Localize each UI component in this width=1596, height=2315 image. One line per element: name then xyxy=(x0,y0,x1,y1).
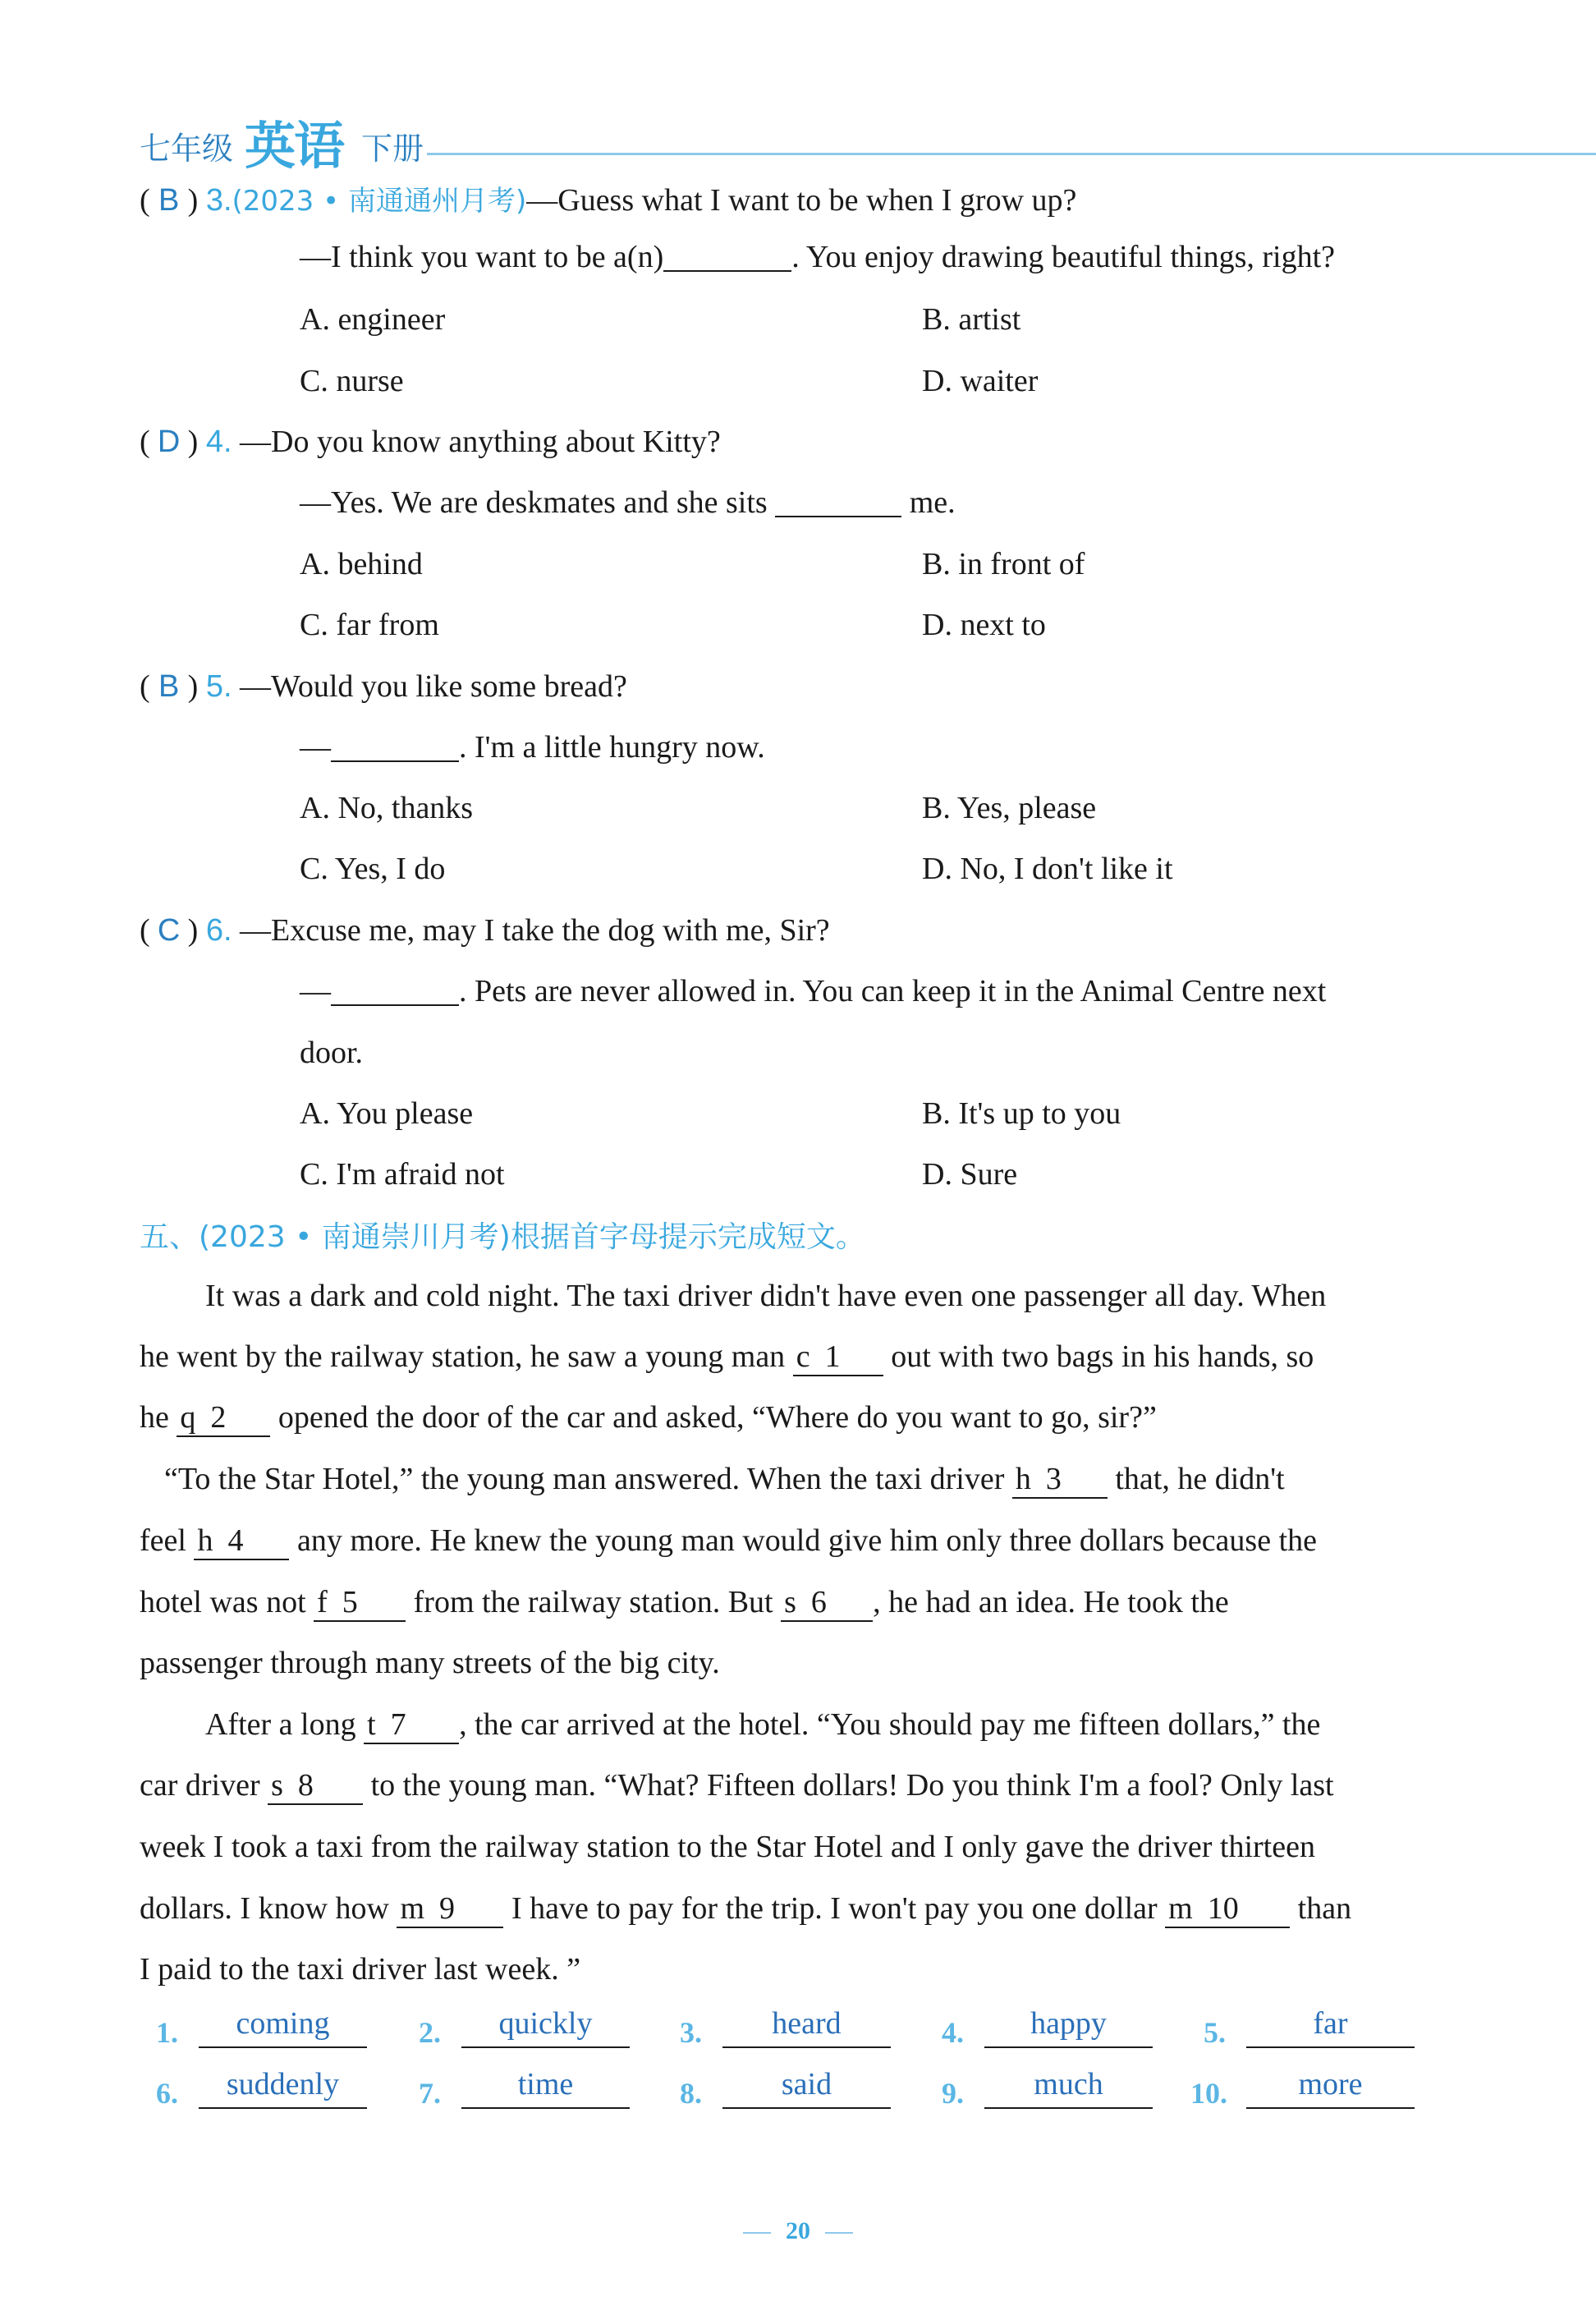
option-d: D. waiter xyxy=(922,364,1039,398)
blank-3: h 3 xyxy=(1012,1461,1108,1499)
passage-line: he went by the railway station, he saw a young man c 1 out with two bags in his hands, so xyxy=(140,1339,1494,1376)
blank-7: t 7 xyxy=(364,1706,459,1744)
answer-letter: B xyxy=(158,669,180,704)
blank-5: f 5 xyxy=(314,1584,406,1622)
option-d: D. next to xyxy=(922,608,1046,642)
question-number: 4. xyxy=(205,425,232,459)
passage-line: feel h 4 any more. He knew the young man would give him only three dollars because the xyxy=(140,1523,1494,1560)
passage-line: passenger through many streets of the big city. xyxy=(140,1646,720,1680)
option-b: B. in front of xyxy=(922,547,1085,581)
blank-4: h 4 xyxy=(194,1523,289,1560)
page-header xyxy=(140,105,1494,176)
blank-8: s 8 xyxy=(268,1767,363,1805)
option-c: C. nurse xyxy=(300,364,404,398)
passage-line: he q 2 opened the door of the car and asked, “Where do you want to go, sir?” xyxy=(140,1399,1494,1437)
blank-9: m 9 xyxy=(397,1890,503,1928)
answer-letter: D xyxy=(157,425,181,459)
answer-blank xyxy=(663,241,791,272)
passage-line: After a long t 7 , the car arrived at the hotel. “You should pay me fifteen dollars,” the xyxy=(205,1706,1494,1744)
answer-blank xyxy=(331,731,459,762)
answer-blank xyxy=(775,486,901,517)
question-stem: —Guess what I want to be when I grow up? xyxy=(526,183,1077,218)
option-c: C. far from xyxy=(300,608,439,642)
question-stem: —Excuse me, may I take the dog with me, Sir? xyxy=(240,913,830,948)
answer-row: 6. suddenly 7. time 8. said 9. much 10. more xyxy=(140,2065,1494,2114)
blank-10: m 10 xyxy=(1165,1890,1290,1928)
header-book: 下册 xyxy=(361,131,424,167)
header-rule xyxy=(427,153,1596,155)
option-b: B. artist xyxy=(922,302,1021,337)
answer-blank xyxy=(331,975,459,1006)
question-source: (2023 • 南通通州月考) xyxy=(232,185,527,218)
blank-2: q 2 xyxy=(177,1399,270,1437)
page-number: 20 xyxy=(0,2217,1596,2245)
passage-line: dollars. I know how m 9 I have to pay for the trip. I won't pay you one dollar m 10 than xyxy=(140,1890,1494,1928)
section-title: 五、(2023 • 南通崇川月考)根据首字母提示完成短文。 xyxy=(140,1220,865,1254)
option-d: D. No, I don't like it xyxy=(922,852,1173,886)
question-number: 6. xyxy=(205,913,232,948)
option-a: A. engineer xyxy=(300,302,446,337)
answer-letter: B xyxy=(158,183,180,218)
option-d: D. Sure xyxy=(922,1157,1018,1192)
option-a: A. You please xyxy=(300,1096,474,1131)
answer-row: 1. coming 2. quickly 3. heard 4. happy 5. far xyxy=(140,2004,1494,2053)
option-a: A. behind xyxy=(300,547,423,581)
header-subject: 英语 xyxy=(245,116,344,176)
blank-1: c 1 xyxy=(793,1339,883,1376)
passage-line: I paid to the taxi driver last week. ” xyxy=(140,1952,581,1987)
question-stem: —Do you know anything about Kitty? xyxy=(240,425,721,459)
option-b: B. Yes, please xyxy=(922,791,1097,825)
option-c: C. I'm afraid not xyxy=(300,1157,505,1192)
question-number: 5. xyxy=(205,669,232,704)
passage-line: “To the Star Hotel,” the young man answered. When the taxi driver h 3 that, he didn't xyxy=(164,1461,1494,1499)
option-c: C. Yes, I do xyxy=(300,852,446,886)
option-a: A. No, thanks xyxy=(300,791,474,825)
question-number: 3. xyxy=(205,183,232,218)
passage-line: week I took a taxi from the railway station to the Star Hotel and I only gave the driver thirteen xyxy=(140,1830,1315,1864)
passage-line: It was a dark and cold night. The taxi driver didn't have even one passenger all day. When xyxy=(205,1279,1327,1313)
workbook-page: 七年级 英语 下册 ( B ) 3.(2023 • 南通通州月考)—Guess what I want to be when I grow up? —I think you want to be a(n) . You enjoy drawing beautiful things, right? A. engineer B. artist C. nurse D. waiter ( D ) 4. —Do you know anything about Kitty? —Yes. We are deskmates and she sits me. A. behind B. in front of C. far from D. next to ( B ) 5. —Would you like some bread? — . I'm a little hungry now. A. No, thanks B. Yes, please C. Yes, I do D. No, I don't like it ( C ) 6. —Excuse me, may I take the dog with me, Sir? — . Pets are never allowed in. You can keep it in the Animal Centre next door. A. You please B. It's up to you C. I'm afraid not D. Sure 五、(2023 • 南通崇川月考)根据首字母提示完成短文。 It was a dark and cold night. The taxi driver didn't have even one passenger all day. When he went by the railway station, he saw a young man c 1 out with two bags in his hands, so he q 2 opened the door of the car and asked, “Where do you want to go, sir?” “To the Star Hotel,” the young man answered. When the taxi driver h 3 that, he didn't feel h 4 any more. He knew the young man would give him only three dollars because the hotel was not f 5 from the railway station. But s 6 , he had an idea. He took the passenger through many streets of the big city. After a long t 7 , the car arrived at the hotel. “You should pay me fifteen dollars,” the car driver s 8 to the young man. “What? Fifteen dollars! Do you think I'm a fool? Only last week I took a taxi from the railway station to the Star Hotel and I only gave the driver thirteen dollars. I know how m 9 I have to pay for the trip. I won't pay you one dollar m 10 than I paid to the taxi driver last week. ” 1. coming 2. quickly 3. heard 4. happy 5. far 6. suddenly 7. time 8. said 9. much 10. more 20 xyxy=(0,0,1596,2315)
option-b: B. It's up to you xyxy=(922,1096,1121,1131)
passage-line: hotel was not f 5 from the railway station. But s 6 , he had an idea. He took the xyxy=(140,1584,1494,1622)
answer-letter: C xyxy=(157,913,181,948)
question-stem: —Would you like some bread? xyxy=(240,669,627,704)
blank-6: s 6 xyxy=(781,1584,873,1622)
header-grade: 七年级 xyxy=(140,131,234,167)
passage-line: car driver s 8 to the young man. “What? Fifteen dollars! Do you think I'm a fool? Only last xyxy=(140,1767,1494,1805)
